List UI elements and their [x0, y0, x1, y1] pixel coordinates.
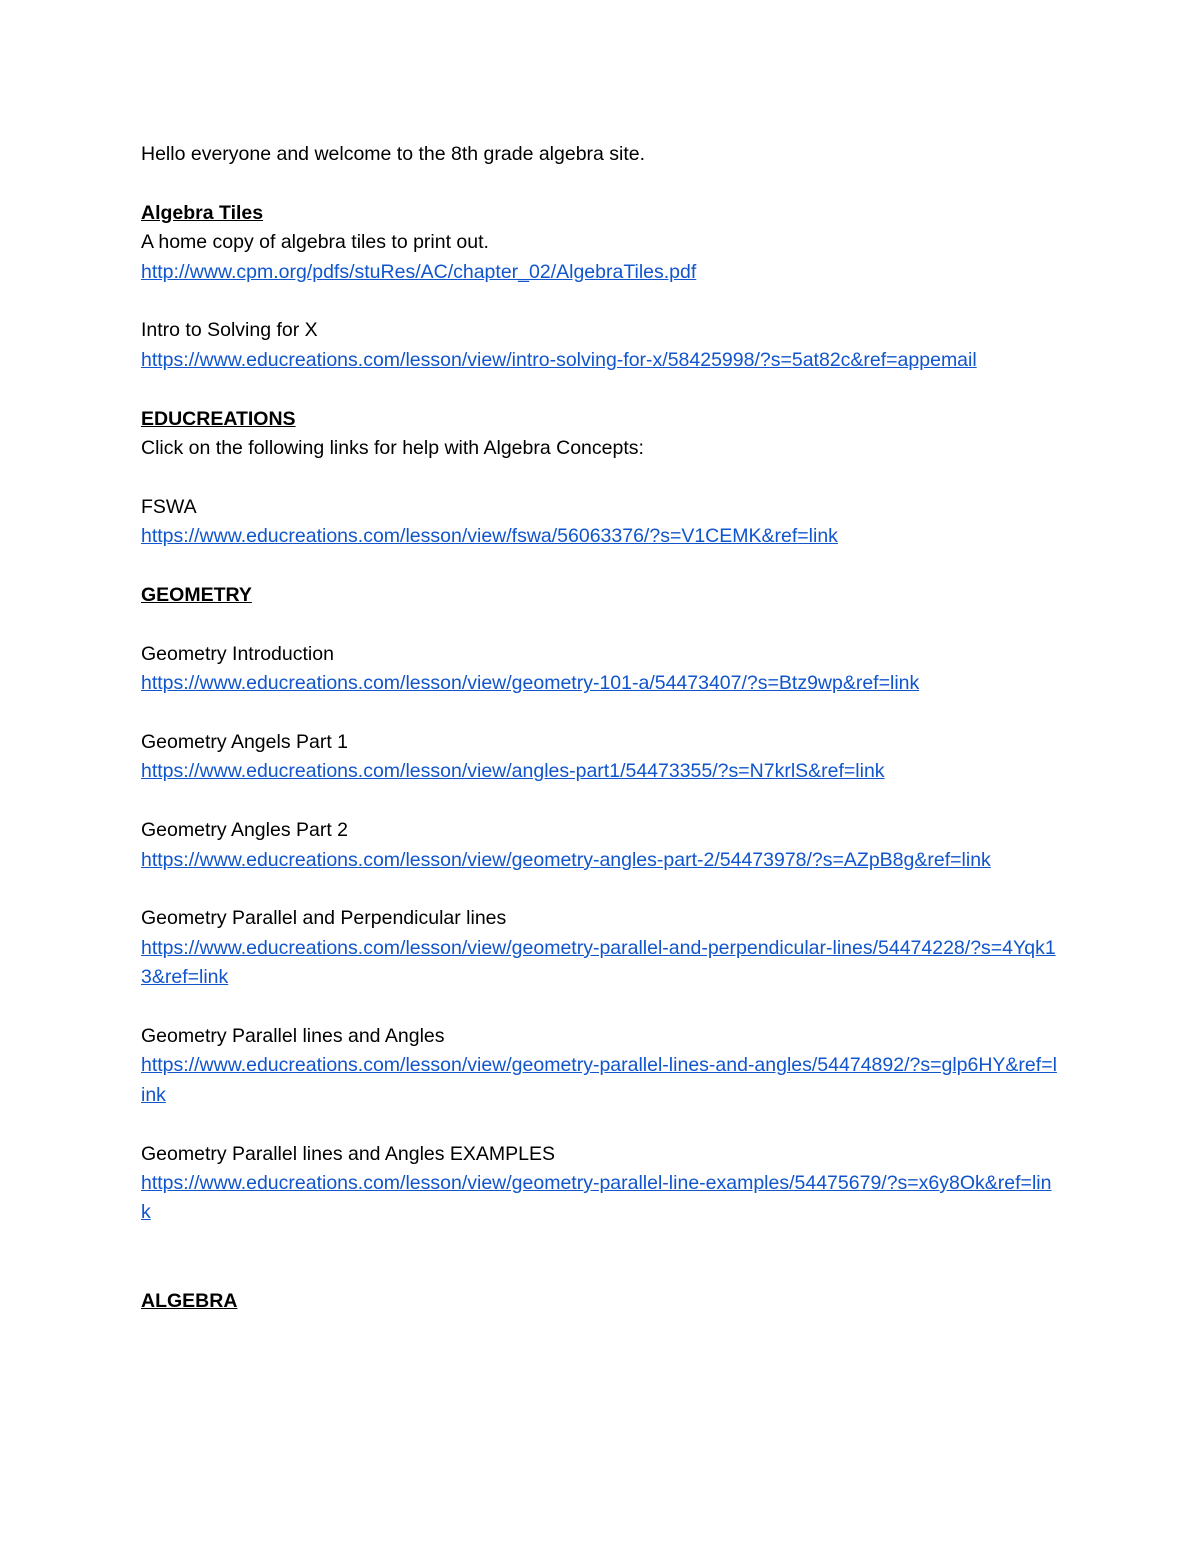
geometry-parallel-perpendicular-link[interactable]: https://www.educreations.com/lesson/view/geometry-parallel-and-perpendicular-lines/54474228/?s=4Yqk13&ref=link — [141, 936, 1056, 989]
geometry-intro-title: Geometry Introduction — [141, 642, 334, 665]
geometry-parallel-angles-link[interactable]: https://www.educreations.com/lesson/view/geometry-parallel-lines-and-angles/54474892/?s=glp6HY&ref=link — [141, 1054, 1057, 1106]
educreations-heading: EDUCREATIONS — [141, 407, 296, 430]
fswa-link[interactable]: https://www.educreations.com/lesson/view/fswa/56063376/?s=V1CEMK&ref=link — [141, 525, 838, 548]
geometry-intro-link[interactable]: https://www.educreations.com/lesson/view/geometry-101-a/54473407/?s=Btz9wp&ref=link — [141, 672, 920, 695]
geometry-angles-part2-link[interactable]: https://www.educreations.com/lesson/view/geometry-angles-part-2/54473978/?s=AZpB8g&ref=link — [141, 848, 991, 871]
geometry-heading: GEOMETRY — [141, 584, 252, 607]
spacer — [141, 287, 1061, 316]
geometry-angels-part1-link[interactable]: https://www.educreations.com/lesson/view/angles-part1/54473355/?s=N7krlS&ref=link — [141, 760, 885, 783]
geometry-angels-part1-title: Geometry Angels Part 1 — [141, 731, 349, 754]
spacer — [141, 375, 1061, 404]
geometry-parallel-angles-title: Geometry Parallel lines and Angles — [141, 1025, 445, 1048]
geometry-angles-part2-title: Geometry Angles Part 2 — [141, 819, 349, 842]
algebra-tiles-heading: Algebra Tiles — [141, 201, 264, 224]
intro-solving-title: Intro to Solving for X — [141, 319, 318, 342]
intro-solving-link[interactable]: https://www.educreations.com/lesson/view/intro-solving-for-x/58425998/?s=5at82c&ref=appemail — [141, 348, 977, 371]
spacer — [141, 1110, 1061, 1139]
algebra-tiles-description: A home copy of algebra tiles to print out. — [141, 231, 489, 254]
educreations-description: Click on the following links for help with Algebra Concepts: — [141, 437, 644, 460]
intro-text: Hello everyone and welcome to the 8th grade algebra site. — [141, 143, 646, 165]
document-page — [141, 140, 1061, 1316]
spacer — [141, 787, 1061, 816]
spacer — [141, 463, 1061, 492]
geometry-parallel-examples-title: Geometry Parallel lines and Angles EXAMPLES — [141, 1142, 556, 1165]
spacer — [141, 552, 1061, 581]
spacer — [141, 1228, 1061, 1287]
spacer — [141, 875, 1061, 904]
geometry-parallel-perpendicular-title: Geometry Parallel and Perpendicular lines — [141, 907, 507, 930]
spacer — [141, 169, 1061, 198]
geometry-parallel-examples-link[interactable]: https://www.educreations.com/lesson/view/geometry-parallel-line-examples/54475679/?s=x6y8Ok&ref=link — [141, 1172, 1052, 1224]
algebra-tiles-link[interactable]: http://www.cpm.org/pdfs/stuRes/AC/chapter_02/AlgebraTiles.pdf — [141, 260, 697, 283]
fswa-title: FSWA — [141, 495, 197, 518]
spacer — [141, 993, 1061, 1022]
spacer — [141, 610, 1061, 639]
algebra-heading: ALGEBRA — [141, 1289, 238, 1312]
spacer — [141, 699, 1061, 728]
